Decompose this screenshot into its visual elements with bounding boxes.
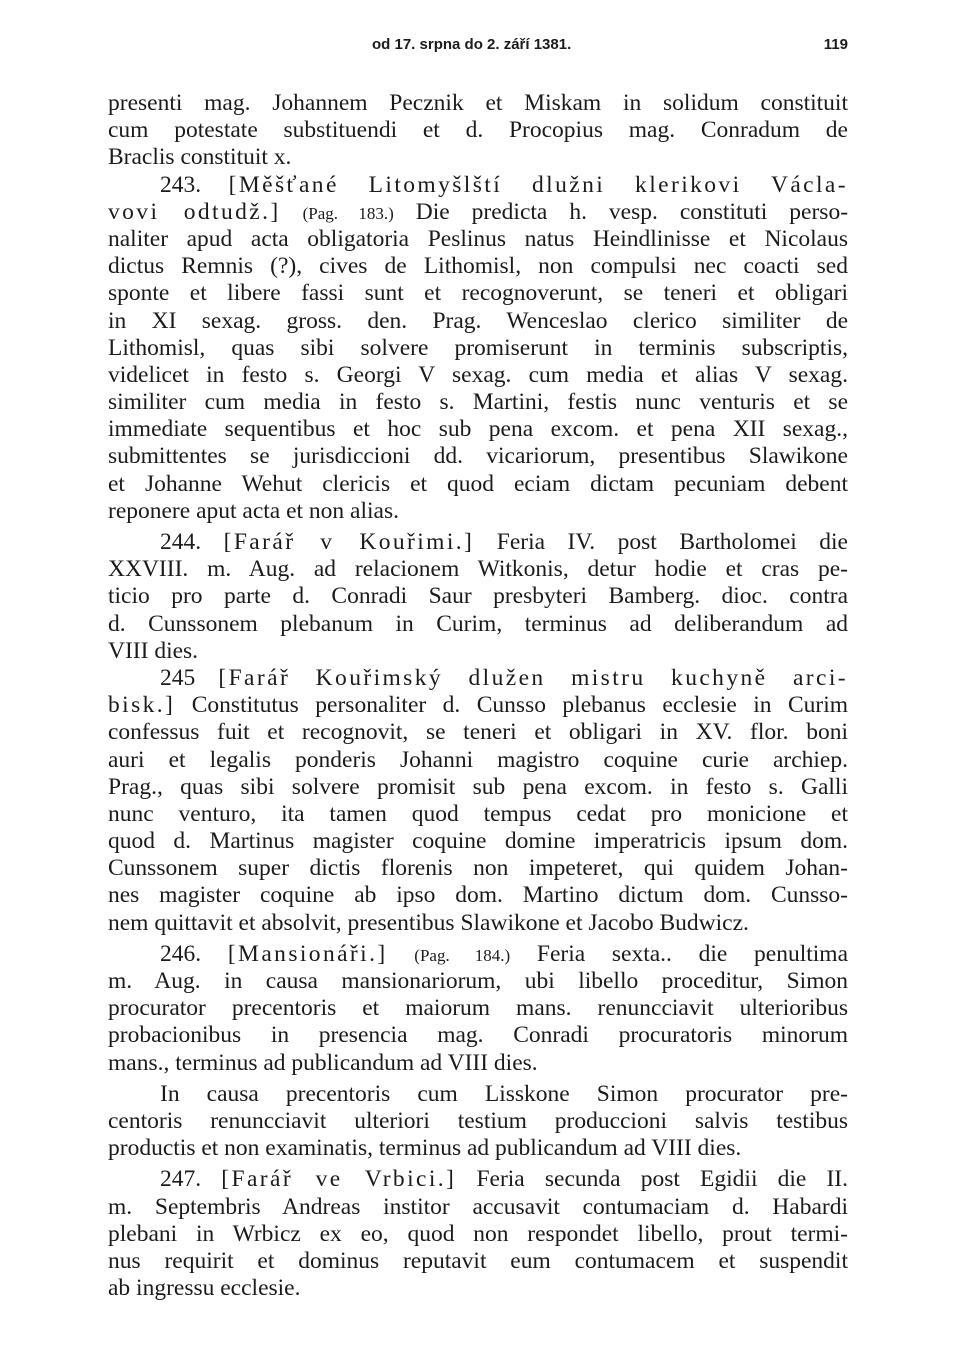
page-body bbox=[108, 90, 848, 1302]
text-line: Cunssonem super dictis florenis non impeteret, qui quidem Johan- bbox=[108, 855, 848, 882]
entry-244-text: Feria IV. post Bartholomei die bbox=[496, 529, 848, 555]
text-line: ticio pro parte d. Conradi Saur presbyteri Bamberg. dioc. contra bbox=[108, 583, 848, 610]
text-line: ab ingressu ecclesie. bbox=[108, 1275, 301, 1302]
text-line: m. Septembris Andreas institor accusavit contumaciam d. Habardi bbox=[108, 1193, 848, 1220]
text-line: probacionibus in presencia mag. Conradi procuratoris minorum bbox=[108, 1022, 848, 1049]
text-line: nem quittavit et absolvit, presentibus Slawikone et Jacobo Budwicz. bbox=[108, 909, 749, 936]
entry-247-heading: [Farář ve Vrbici.] bbox=[221, 1166, 457, 1193]
running-title: od 17. srpna do 2. září 1381. bbox=[372, 36, 572, 53]
page-header bbox=[108, 36, 848, 66]
text-line: Lithomisl, quas sibi solvere promiserunt in terminis subscriptis, bbox=[108, 334, 848, 361]
entry-247-number: 247. bbox=[160, 1166, 202, 1193]
entry-245-second-line bbox=[108, 692, 848, 719]
entry-246-heading: [Mansionáři.] bbox=[227, 940, 388, 967]
entry-247-first-line bbox=[108, 1166, 848, 1193]
entry-243-second-line bbox=[108, 199, 848, 226]
entry-245-heading-cont: bisk.] bbox=[108, 692, 176, 719]
text-line: centoris renuncciavit ulteriori testium produccioni salvis testibus bbox=[108, 1107, 848, 1134]
entry-243-number: 243. bbox=[160, 171, 202, 198]
page-reference: (Pag. 184.) bbox=[414, 945, 511, 965]
text-line: nus requirit et dominus reputavit eum contumacem et suspendit bbox=[108, 1247, 848, 1274]
entry-244-number: 244. bbox=[160, 529, 202, 555]
text-line: videlicet in festo s. Georgi V sexag. cum media et alias V sexag. bbox=[108, 361, 848, 388]
text-line: plebani in Wrbicz ex eo, quod non respondet libello, prout termi- bbox=[108, 1220, 848, 1247]
entry-245-heading: [Farář Kouřimský dlužen mistru kuchyně arci- bbox=[218, 664, 849, 691]
text-line: XXVIII. m. Aug. ad relacionem Witkonis, detur hodie et cras pe- bbox=[108, 556, 848, 583]
entry-243-first-line bbox=[108, 172, 848, 199]
entry-244-first-line bbox=[108, 529, 848, 556]
text-line: immediate sequentibus et hoc sub pena excom. et pena XII sexag., bbox=[108, 416, 848, 443]
entry-243-heading-cont: vovi odtudž.] bbox=[108, 198, 281, 225]
paragraph-first-line: In causa precentoris cum Lisskone Simon procurator pre- bbox=[160, 1080, 848, 1107]
text-line: nunc venturo, ita tamen quod tempus cedat pro monicione et bbox=[108, 800, 848, 827]
page-number: 119 bbox=[823, 36, 848, 53]
text-line: presenti mag. Johannem Pecznik et Miskam in solidum constituit bbox=[108, 90, 848, 116]
entry-246-number: 246. bbox=[160, 940, 202, 967]
text-line: similiter cum media in festo s. Martini, festis nunc venturis et se bbox=[108, 389, 848, 416]
entry-245-text: Constitutus personaliter d. Cunsso plebanus ecclesie in Curim bbox=[191, 692, 849, 719]
text-line: auri et legalis ponderis Johanni magistro coquine curie archiep. bbox=[108, 746, 848, 773]
text-line: m. Aug. in causa mansionariorum, ubi libello proceditur, Simon bbox=[108, 968, 848, 994]
page-reference: (Pag. 183.) bbox=[302, 203, 394, 223]
text-line: confessus fuit et recognovit, se teneri et obligari in XV. flor. boni bbox=[108, 719, 848, 746]
entry-247-text: Feria secunda post Egidii die II. bbox=[476, 1166, 849, 1193]
text-line: cum potestate substituendi et d. Procopius mag. Conradum de bbox=[108, 117, 848, 144]
entry-243-heading: [Měšťané Litomyšlští dlužni klerikovi Václa- bbox=[228, 171, 848, 198]
text-line: quod d. Martinus magister coquine domine imperatricis ipsum dom. bbox=[108, 828, 848, 855]
entry-246-text: Feria sexta.. die penultima bbox=[536, 940, 849, 967]
text-line: dictus Remnis (?), cives de Lithomisl, non compulsi nec coacti sed bbox=[108, 253, 848, 280]
text-line: d. Cunssonem plebanum in Curim, terminus ad deliberandum ad bbox=[108, 610, 848, 637]
text-line: submittentes se jurisdiccioni dd. vicariorum, presentibus Slawikone bbox=[108, 443, 848, 470]
entry-243-text: Die predicta h. vesp. constituti perso- bbox=[415, 198, 849, 225]
text-line: et Johanne Wehut clericis et quod eciam dictam pecuniam debent bbox=[108, 470, 848, 497]
text-line: reponere aput acta et non alias. bbox=[108, 497, 399, 524]
text-line: Prag., quas sibi solvere promisit sub pena excom. in festo s. Galli bbox=[108, 773, 848, 800]
text-line: naliter apud acta obligatoria Peslinus natus Heindlinisse et Nicolaus bbox=[108, 225, 848, 252]
entry-245-first-line bbox=[108, 665, 848, 692]
text-line: procurator precentoris et maiorum mans. renuncciavit ulterioribus bbox=[108, 995, 848, 1022]
text-line: mans., terminus ad publicandum ad VIII dies. bbox=[108, 1049, 538, 1076]
entry-245-number: 245 bbox=[160, 664, 196, 691]
text-line: productis et non examinatis, terminus ad publicandum ad VIII dies. bbox=[108, 1135, 742, 1162]
text-line: VIII dies. bbox=[108, 637, 199, 664]
entry-244-heading: [Farář v Kouřimi.] bbox=[223, 529, 475, 555]
text-line: in XI sexag. gross. den. Prag. Wenceslao clerico similiter de bbox=[108, 307, 848, 334]
text-line: Braclis constituit x. bbox=[108, 144, 292, 171]
text-line: nes magister coquine ab ipso dom. Martino dictum dom. Cunsso- bbox=[108, 882, 848, 909]
text-line: sponte et libere fassi sunt et recognoverunt, se teneri et obligari bbox=[108, 280, 848, 307]
entry-246-first-line bbox=[108, 941, 848, 968]
